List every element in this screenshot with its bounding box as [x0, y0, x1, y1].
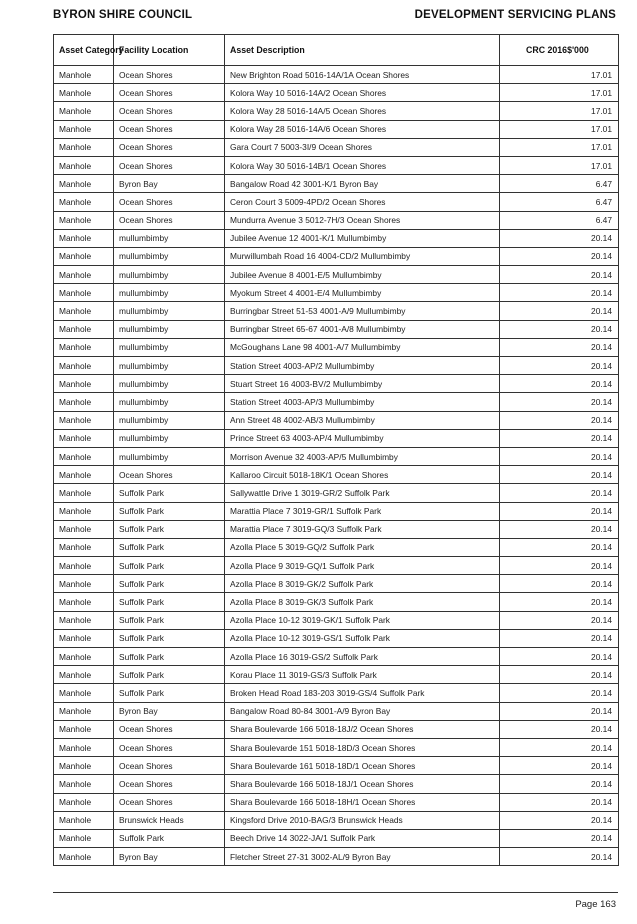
asset-category-cell: Manhole: [54, 629, 114, 647]
asset-description-cell: Azolla Place 10-12 3019-GK/1 Suffolk Park: [225, 611, 500, 629]
asset-description-cell: Broken Head Road 183-203 3019-GS/4 Suffolk Park: [225, 684, 500, 702]
asset-category-cell: Manhole: [54, 829, 114, 847]
facility-location-cell: Suffolk Park: [114, 666, 225, 684]
column-header-asset-description: Asset Description: [225, 35, 500, 66]
crc-value-cell: 20.14: [500, 411, 619, 429]
facility-location-cell: Ocean Shores: [114, 193, 225, 211]
asset-category-cell: Manhole: [54, 320, 114, 338]
asset-category-cell: Manhole: [54, 720, 114, 738]
asset-description-cell: Station Street 4003-AP/2 Mullumbimby: [225, 357, 500, 375]
facility-location-cell: Ocean Shores: [114, 466, 225, 484]
facility-location-cell: mullumbimby: [114, 393, 225, 411]
facility-location-cell: Byron Bay: [114, 175, 225, 193]
table-row: [54, 429, 619, 447]
table-row: [54, 848, 619, 866]
asset-description-cell: Azolla Place 8 3019-GK/3 Suffolk Park: [225, 593, 500, 611]
asset-category-cell: Manhole: [54, 466, 114, 484]
crc-value-cell: 20.14: [500, 229, 619, 247]
crc-value-cell: 20.14: [500, 811, 619, 829]
table-row: [54, 829, 619, 847]
crc-value-cell: 20.14: [500, 502, 619, 520]
table-row: [54, 575, 619, 593]
facility-location-cell: Suffolk Park: [114, 557, 225, 575]
asset-description-cell: Kingsford Drive 2010-BAG/3 Brunswick Heads: [225, 811, 500, 829]
crc-value-cell: 20.14: [500, 466, 619, 484]
asset-category-cell: Manhole: [54, 284, 114, 302]
facility-location-cell: Ocean Shores: [114, 102, 225, 120]
page-number: Page 163: [575, 899, 616, 910]
asset-category-cell: Manhole: [54, 502, 114, 520]
asset-category-cell: Manhole: [54, 520, 114, 538]
asset-description-cell: Shara Boulevarde 166 5018-18J/1 Ocean Shores: [225, 775, 500, 793]
table-row: [54, 66, 619, 84]
table-header-row: [54, 35, 619, 66]
facility-location-cell: Ocean Shores: [114, 66, 225, 84]
asset-description-cell: Kolora Way 30 5016-14B/1 Ocean Shores: [225, 156, 500, 174]
asset-category-cell: Manhole: [54, 557, 114, 575]
table-row: [54, 320, 619, 338]
asset-category-cell: Manhole: [54, 102, 114, 120]
table-row: [54, 557, 619, 575]
facility-location-cell: mullumbimby: [114, 247, 225, 265]
table-row: [54, 484, 619, 502]
table-row: [54, 611, 619, 629]
facility-location-cell: Ocean Shores: [114, 775, 225, 793]
column-header-facility-location: Facility Location: [114, 35, 225, 66]
crc-value-cell: 20.14: [500, 829, 619, 847]
crc-value-cell: 20.14: [500, 357, 619, 375]
facility-location-cell: Ocean Shores: [114, 156, 225, 174]
crc-value-cell: 20.14: [500, 593, 619, 611]
asset-category-cell: Manhole: [54, 193, 114, 211]
asset-description-cell: Sallywattle Drive 1 3019-GR/2 Suffolk Park: [225, 484, 500, 502]
crc-value-cell: 17.01: [500, 120, 619, 138]
facility-location-cell: Ocean Shores: [114, 720, 225, 738]
asset-category-cell: Manhole: [54, 411, 114, 429]
crc-value-cell: 20.14: [500, 757, 619, 775]
facility-location-cell: Brunswick Heads: [114, 811, 225, 829]
asset-category-cell: Manhole: [54, 120, 114, 138]
header-council-name: BYRON SHIRE COUNCIL: [53, 9, 193, 21]
asset-description-cell: Azolla Place 9 3019-GQ/1 Suffolk Park: [225, 557, 500, 575]
crc-value-cell: 6.47: [500, 211, 619, 229]
asset-description-cell: Morrison Avenue 32 4003-AP/5 Mullumbimby: [225, 447, 500, 465]
asset-category-cell: Manhole: [54, 757, 114, 775]
asset-description-cell: Shara Boulevarde 161 5018-18D/1 Ocean Shores: [225, 757, 500, 775]
asset-category-cell: Manhole: [54, 229, 114, 247]
facility-location-cell: Ocean Shores: [114, 138, 225, 156]
crc-value-cell: 20.14: [500, 520, 619, 538]
asset-category-cell: Manhole: [54, 156, 114, 174]
facility-location-cell: Suffolk Park: [114, 593, 225, 611]
table-row: [54, 120, 619, 138]
facility-location-cell: mullumbimby: [114, 357, 225, 375]
table-row: [54, 447, 619, 465]
facility-location-cell: Suffolk Park: [114, 520, 225, 538]
asset-category-cell: Manhole: [54, 302, 114, 320]
asset-description-cell: Burringbar Street 51-53 4001-A/9 Mullumbimby: [225, 302, 500, 320]
asset-category-cell: Manhole: [54, 338, 114, 356]
asset-category-cell: Manhole: [54, 738, 114, 756]
facility-location-cell: mullumbimby: [114, 229, 225, 247]
facility-location-cell: Suffolk Park: [114, 484, 225, 502]
facility-location-cell: Suffolk Park: [114, 684, 225, 702]
asset-description-cell: Fletcher Street 27-31 3002-AL/9 Byron Bay: [225, 848, 500, 866]
crc-value-cell: 20.14: [500, 429, 619, 447]
asset-description-cell: Jubilee Avenue 8 4001-E/5 Mullumbimby: [225, 266, 500, 284]
table-row: [54, 411, 619, 429]
table-row: [54, 302, 619, 320]
table-row: [54, 648, 619, 666]
facility-location-cell: mullumbimby: [114, 284, 225, 302]
crc-value-cell: 20.14: [500, 648, 619, 666]
facility-location-cell: Suffolk Park: [114, 502, 225, 520]
facility-location-cell: mullumbimby: [114, 411, 225, 429]
asset-category-cell: Manhole: [54, 429, 114, 447]
asset-category-cell: Manhole: [54, 793, 114, 811]
facility-location-cell: Ocean Shores: [114, 84, 225, 102]
facility-location-cell: Ocean Shores: [114, 738, 225, 756]
facility-location-cell: Suffolk Park: [114, 611, 225, 629]
facility-location-cell: mullumbimby: [114, 338, 225, 356]
table-row: [54, 247, 619, 265]
table-row: [54, 520, 619, 538]
asset-description-cell: Marattia Place 7 3019-GR/1 Suffolk Park: [225, 502, 500, 520]
table-row: [54, 811, 619, 829]
table-row: [54, 684, 619, 702]
facility-location-cell: Ocean Shores: [114, 120, 225, 138]
asset-description-cell: Murwillumbah Road 16 4004-CD/2 Mullumbimby: [225, 247, 500, 265]
asset-category-cell: Manhole: [54, 138, 114, 156]
crc-value-cell: 20.14: [500, 557, 619, 575]
crc-value-cell: 6.47: [500, 193, 619, 211]
crc-value-cell: 20.14: [500, 302, 619, 320]
table-row: [54, 138, 619, 156]
crc-value-cell: 20.14: [500, 284, 619, 302]
asset-category-cell: Manhole: [54, 393, 114, 411]
table-row: [54, 666, 619, 684]
asset-description-cell: Bangalow Road 42 3001-K/1 Byron Bay: [225, 175, 500, 193]
asset-description-cell: Azolla Place 10-12 3019-GS/1 Suffolk Park: [225, 629, 500, 647]
table-row: [54, 538, 619, 556]
header-document-title: DEVELOPMENT SERVICING PLANS: [414, 9, 616, 21]
crc-value-cell: 20.14: [500, 793, 619, 811]
asset-description-cell: Ceron Court 3 5009-4PD/2 Ocean Shores: [225, 193, 500, 211]
facility-location-cell: Ocean Shores: [114, 793, 225, 811]
asset-description-cell: Gara Court 7 5003-3I/9 Ocean Shores: [225, 138, 500, 156]
asset-description-cell: McGoughans Lane 98 4001-A/7 Mullumbimby: [225, 338, 500, 356]
asset-description-cell: Station Street 4003-AP/3 Mullumbimby: [225, 393, 500, 411]
asset-category-cell: Manhole: [54, 266, 114, 284]
asset-description-cell: Beech Drive 14 3022-JA/1 Suffolk Park: [225, 829, 500, 847]
table-row: [54, 720, 619, 738]
asset-category-cell: Manhole: [54, 375, 114, 393]
asset-category-cell: Manhole: [54, 611, 114, 629]
facility-location-cell: mullumbimby: [114, 429, 225, 447]
crc-value-cell: 20.14: [500, 629, 619, 647]
asset-description-cell: Ann Street 48 4002-AB/3 Mullumbimby: [225, 411, 500, 429]
crc-value-cell: 20.14: [500, 393, 619, 411]
facility-location-cell: Suffolk Park: [114, 829, 225, 847]
table-row: [54, 702, 619, 720]
crc-value-cell: 20.14: [500, 247, 619, 265]
facility-location-cell: mullumbimby: [114, 320, 225, 338]
table-row: [54, 338, 619, 356]
asset-description-cell: New Brighton Road 5016-14A/1A Ocean Shores: [225, 66, 500, 84]
crc-value-cell: 17.01: [500, 66, 619, 84]
asset-category-cell: Manhole: [54, 84, 114, 102]
asset-category-cell: Manhole: [54, 702, 114, 720]
asset-category-cell: Manhole: [54, 848, 114, 866]
crc-value-cell: 20.14: [500, 375, 619, 393]
asset-description-cell: Azolla Place 5 3019-GQ/2 Suffolk Park: [225, 538, 500, 556]
crc-value-cell: 20.14: [500, 738, 619, 756]
crc-value-cell: 20.14: [500, 702, 619, 720]
crc-value-cell: 17.01: [500, 84, 619, 102]
table-row: [54, 284, 619, 302]
table-row: [54, 193, 619, 211]
table-row: [54, 229, 619, 247]
table-row: [54, 793, 619, 811]
asset-description-cell: Prince Street 63 4003-AP/4 Mullumbimby: [225, 429, 500, 447]
asset-description-cell: Kallaroo Circuit 5018-18K/1 Ocean Shores: [225, 466, 500, 484]
asset-category-cell: Manhole: [54, 775, 114, 793]
asset-description-cell: Azolla Place 8 3019-GK/2 Suffolk Park: [225, 575, 500, 593]
table-row: [54, 775, 619, 793]
facility-location-cell: Ocean Shores: [114, 211, 225, 229]
asset-category-cell: Manhole: [54, 593, 114, 611]
asset-category-cell: Manhole: [54, 247, 114, 265]
table-row: [54, 102, 619, 120]
crc-value-cell: 20.14: [500, 484, 619, 502]
asset-description-cell: Burringbar Street 65-67 4001-A/8 Mullumbimby: [225, 320, 500, 338]
table-row: [54, 393, 619, 411]
asset-description-cell: Kolora Way 28 5016-14A/5 Ocean Shores: [225, 102, 500, 120]
asset-category-cell: Manhole: [54, 66, 114, 84]
asset-description-cell: Jubilee Avenue 12 4001-K/1 Mullumbimby: [225, 229, 500, 247]
asset-category-cell: Manhole: [54, 648, 114, 666]
crc-value-cell: 17.01: [500, 102, 619, 120]
asset-category-cell: Manhole: [54, 811, 114, 829]
table-row: [54, 738, 619, 756]
asset-category-cell: Manhole: [54, 538, 114, 556]
asset-table: [53, 34, 619, 866]
asset-description-cell: Kolora Way 10 5016-14A/2 Ocean Shores: [225, 84, 500, 102]
table-row: [54, 156, 619, 174]
facility-location-cell: mullumbimby: [114, 447, 225, 465]
table-row: [54, 757, 619, 775]
facility-location-cell: Byron Bay: [114, 848, 225, 866]
crc-value-cell: 17.01: [500, 138, 619, 156]
crc-value-cell: 20.14: [500, 848, 619, 866]
facility-location-cell: Suffolk Park: [114, 629, 225, 647]
crc-value-cell: 20.14: [500, 575, 619, 593]
crc-value-cell: 20.14: [500, 447, 619, 465]
crc-value-cell: 20.14: [500, 775, 619, 793]
crc-value-cell: 20.14: [500, 320, 619, 338]
table-row: [54, 175, 619, 193]
table-row: [54, 466, 619, 484]
crc-value-cell: 20.14: [500, 266, 619, 284]
facility-location-cell: Byron Bay: [114, 702, 225, 720]
asset-description-cell: Marattia Place 7 3019-GQ/3 Suffolk Park: [225, 520, 500, 538]
asset-category-cell: Manhole: [54, 175, 114, 193]
crc-value-cell: 6.47: [500, 175, 619, 193]
asset-description-cell: Azolla Place 16 3019-GS/2 Suffolk Park: [225, 648, 500, 666]
asset-description-cell: Bangalow Road 80-84 3001-A/9 Byron Bay: [225, 702, 500, 720]
table-row: [54, 266, 619, 284]
asset-category-cell: Manhole: [54, 575, 114, 593]
facility-location-cell: Ocean Shores: [114, 757, 225, 775]
asset-description-cell: Korau Place 11 3019-GS/3 Suffolk Park: [225, 666, 500, 684]
facility-location-cell: mullumbimby: [114, 302, 225, 320]
footer-divider: [53, 892, 618, 893]
asset-description-cell: Shara Boulevarde 166 5018-18H/1 Ocean Shores: [225, 793, 500, 811]
asset-description-cell: Stuart Street 16 4003-BV/2 Mullumbimby: [225, 375, 500, 393]
crc-value-cell: 20.14: [500, 720, 619, 738]
asset-category-cell: Manhole: [54, 447, 114, 465]
asset-category-cell: Manhole: [54, 484, 114, 502]
asset-description-cell: Shara Boulevarde 151 5018-18D/3 Ocean Shores: [225, 738, 500, 756]
crc-value-cell: 20.14: [500, 611, 619, 629]
table-body: [54, 66, 619, 866]
table-row: [54, 211, 619, 229]
table-row: [54, 375, 619, 393]
column-header-crc: CRC 2016$'000: [500, 35, 619, 66]
table-row: [54, 629, 619, 647]
crc-value-cell: 20.14: [500, 666, 619, 684]
crc-value-cell: 17.01: [500, 156, 619, 174]
facility-location-cell: mullumbimby: [114, 266, 225, 284]
asset-description-cell: Myokum Street 4 4001-E/4 Mullumbimby: [225, 284, 500, 302]
table-row: [54, 502, 619, 520]
facility-location-cell: Suffolk Park: [114, 538, 225, 556]
table-row: [54, 593, 619, 611]
asset-description-cell: Kolora Way 28 5016-14A/6 Ocean Shores: [225, 120, 500, 138]
asset-description-cell: Shara Boulevarde 166 5018-18J/2 Ocean Shores: [225, 720, 500, 738]
asset-description-cell: Mundurra Avenue 3 5012-7H/3 Ocean Shores: [225, 211, 500, 229]
column-header-asset-category: Asset Category: [54, 35, 114, 66]
crc-value-cell: 20.14: [500, 684, 619, 702]
asset-category-cell: Manhole: [54, 684, 114, 702]
asset-category-cell: Manhole: [54, 357, 114, 375]
table-row: [54, 84, 619, 102]
asset-category-cell: Manhole: [54, 211, 114, 229]
facility-location-cell: Suffolk Park: [114, 575, 225, 593]
asset-category-cell: Manhole: [54, 666, 114, 684]
facility-location-cell: mullumbimby: [114, 375, 225, 393]
crc-value-cell: 20.14: [500, 338, 619, 356]
table-row: [54, 357, 619, 375]
crc-value-cell: 20.14: [500, 538, 619, 556]
facility-location-cell: Suffolk Park: [114, 648, 225, 666]
